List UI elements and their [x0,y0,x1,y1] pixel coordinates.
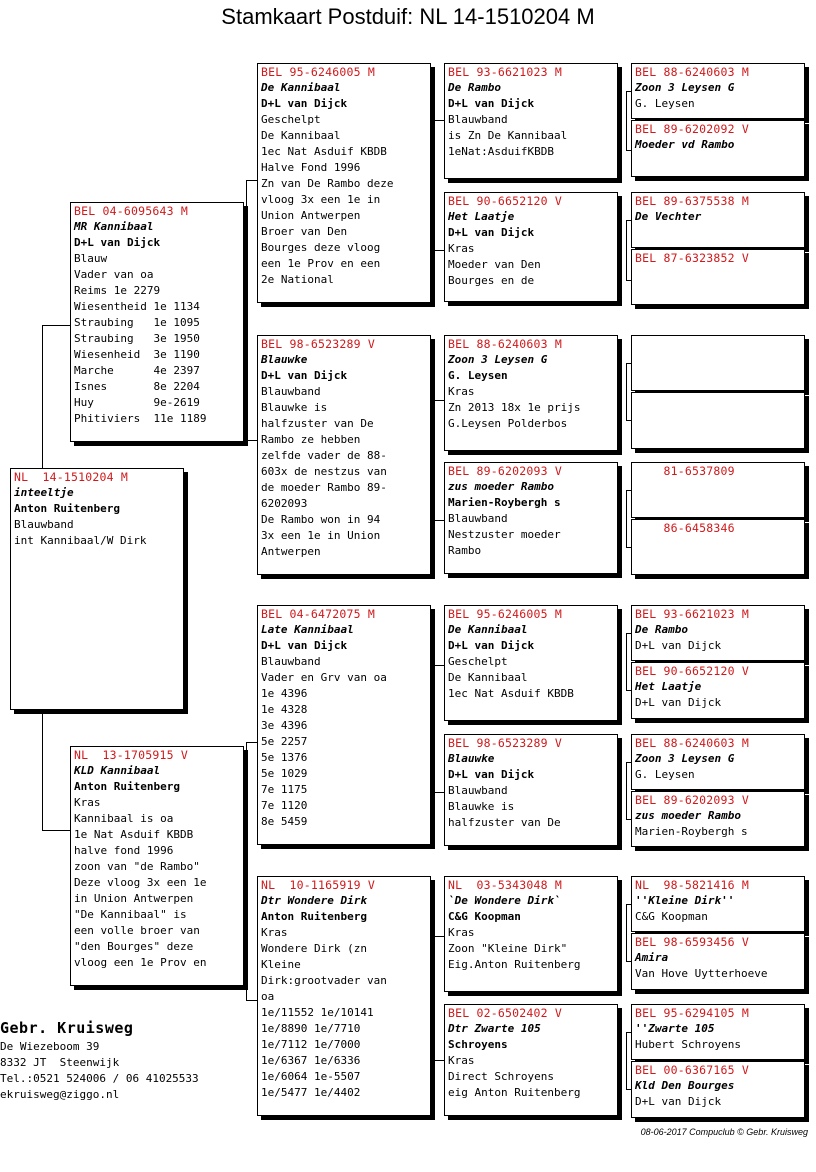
pedigree-note: Geschelpt [448,655,508,668]
pigeon-name: MR Kannibaal [74,220,154,233]
pedigree-note: Kras [74,796,101,809]
pedigree-note: C&G Koopman [635,910,708,923]
owner-name: G. Leysen [448,369,508,382]
breeder-name: Gebr. Kruisweg [0,1019,134,1037]
ring-number: BEL 88-6240603 M [635,65,749,79]
pedigree-note: 3x een 1e in Union [261,529,381,542]
connector-line [626,762,627,820]
connector-line [246,1000,257,1001]
pedigree-note: 5e 2257 [261,735,308,748]
pedigree-note: Phitiviers 11e 1189 [74,412,207,425]
pigeon-name: Zoon 3 Leysen G [635,81,735,94]
pedigree-note: Wiesenheid 3e 1190 [74,348,200,361]
ring-number: BEL 04-6095643 M [74,204,188,218]
pedigree-note: Blauwband [14,518,74,531]
pedigree-note: 1ec Nat Asduif KBDB [261,145,387,158]
ring-number: BEL 89-6202093 V [448,464,562,478]
print-footer: 08-06-2017 Compuclub © Gebr. Kruisweg [640,1127,808,1137]
connector-line [434,665,444,666]
pigeon-card-mmf [444,876,618,992]
pigeon-name: Dtr Zwarte 105 [448,1022,541,1035]
pedigree-note: Blauwband [261,385,321,398]
ring-number: BEL 89-6375538 M [635,194,749,208]
pigeon-card-mfm [444,734,618,846]
pedigree-note: 8e 5459 [261,815,308,828]
connector-line [42,325,43,468]
pedigree-note: Kras [448,385,475,398]
pigeon-card-fff [444,63,618,179]
pigeon-name: Late Kannibaal [261,623,354,636]
pedigree-note: Straubing 3e 1950 [74,332,200,345]
pigeon-card-g8 [631,519,805,575]
pedigree-note: de moeder Rambo 89- [261,481,387,494]
ring-number: BEL 98-6523289 V [448,736,562,750]
pigeon-name: Blauwke [261,353,308,366]
pigeon-name: De Rambo [635,623,688,636]
pedigree-note: 1e Nat Asduif KBDB [74,828,194,841]
pedigree-note: Union Antwerpen [261,209,361,222]
owner-name: D+L van Dijck [261,97,348,110]
pedigree-note: Wiesentheid 1e 1134 [74,300,200,313]
connector-line [434,120,435,251]
pigeon-card-fmm [444,462,618,574]
ring-number: BEL 88-6240603 M [448,337,562,351]
connector-line [626,220,627,281]
owner-name: Anton Ruitenberg [14,502,120,515]
ring-number: BEL 89-6202093 V [635,793,749,807]
ring-number: BEL 93-6621023 M [635,607,749,621]
email-address: ekruisweg@ziggo.nl [0,1088,120,1101]
pedigree-note: 7e 1175 [261,783,308,796]
pedigree-note: int Kannibaal/W Dirk [14,534,147,547]
pedigree-note: Bourges en de [448,274,535,287]
pigeon-name: Blauwke [448,752,495,765]
pigeon-card-g6 [631,392,805,449]
pigeon-card-g5 [631,335,805,391]
pedigree-note: Zn van De Rambo deze [261,177,394,190]
owner-name: C&G Koopman [448,910,521,923]
pedigree-note: halve fond 1996 [74,844,174,857]
pigeon-card-ffm [444,192,618,302]
ring-number: BEL 93-6621023 M [448,65,562,79]
pigeon-card-father [70,202,244,442]
pigeon-card-ff [257,63,431,303]
pedigree-note: Kras [448,1054,475,1067]
pedigree-note: zelfde vader de 88- [261,449,387,462]
owner-name: Anton Ruitenberg [74,780,180,793]
pedigree-note: 1e/6367 1e/6336 [261,1054,361,1067]
pedigree-note: "den Bourges" deze [74,940,194,953]
pigeon-card-g12 [631,791,805,847]
pedigree-note: D+L van Dijck [635,696,722,709]
connector-line [626,1032,627,1090]
ring-number: NL 13-1705915 V [74,748,188,762]
pedigree-note: 1e/8890 1e/7710 [261,1022,361,1035]
ring-number: BEL 00-6367165 V [635,1063,749,1077]
pigeon-card-mother [70,746,244,986]
pedigree-note: "De Kannibaal" is [74,908,187,921]
pedigree-note: Blauwband [448,784,508,797]
address-street: De Wiezeboom 39 [0,1040,100,1053]
pedigree-note: 3e 4396 [261,719,308,732]
owner-name: D+L van Dijck [448,97,535,110]
pedigree-note: Wondere Dirk (zn [261,942,367,955]
connector-line [434,936,435,1061]
pedigree-note: Rambo ze hebben [261,433,361,446]
pigeon-name: Het Laatje [635,680,702,693]
pigeon-card-mmm [444,1004,618,1116]
owner-name: D+L van Dijck [261,639,348,652]
pigeon-name: inteeltje [14,486,74,499]
pigeon-name: zus moeder Rambo [448,480,554,493]
pigeon-name: KLD Kannibaal [74,764,161,777]
ring-number: BEL 89-6202092 V [635,122,749,136]
pedigree-note: in Union Antwerpen [74,892,194,905]
pedigree-note: 1e 4396 [261,687,308,700]
pedigree-note: Hubert Schroyens [635,1038,741,1051]
owner-name: D+L van Dijck [261,369,348,382]
pedigree-note: Marche 4e 2397 [74,364,200,377]
pigeon-card-g16 [631,1061,805,1118]
connector-line [434,400,435,521]
pedigree-note: 6202093 [261,497,308,510]
pedigree-note: halfzuster van De [261,417,374,430]
pedigree-note: Van Hove Uytterhoeve [635,967,768,980]
pigeon-card-g13 [631,876,805,932]
pedigree-note: Blauwband [448,113,508,126]
pedigree-note: De Kannibaal [448,671,528,684]
connector-line [626,363,627,421]
pedigree-note: Marien-Roybergh s [635,825,748,838]
breeder-contact [0,1017,199,1103]
ring-number: BEL 95-6246005 M [448,607,562,621]
pigeon-name: `De Wondere Dirk` [448,894,561,907]
pigeon-card-fmf [444,335,618,451]
pigeon-card-self [10,468,184,710]
pedigree-note: 1e/5477 1e/4402 [261,1086,361,1099]
pedigree-note: zoon van "de Rambo" [74,860,200,873]
ring-number: BEL 98-6593456 V [635,935,749,949]
pedigree-note: Kras [261,926,288,939]
pedigree-note: Rambo [448,544,482,557]
pigeon-name: Het Laatje [448,210,515,223]
pedigree-note: 1e/6064 1e-5507 [261,1070,361,1083]
pedigree-note: een volle broer van [74,924,200,937]
pedigree-note: Bourges deze vloog [261,241,381,254]
pedigree-note: oa [261,990,275,1003]
connector-line [434,120,444,121]
pedigree-note: Zoon "Kleine Dirk" [448,942,568,955]
owner-name: D+L van Dijck [448,639,535,652]
pedigree-note: Geschelpt [261,113,321,126]
pedigree-note: Antwerpen [261,545,321,558]
pigeon-card-g10 [631,662,805,719]
pedigree-note: vloog een 1e Prov en [74,956,207,969]
connector-line [434,792,444,793]
pedigree-note: eig Anton Ruitenberg [448,1086,581,1099]
pigeon-name: Moeder vd Rambo [635,138,735,151]
connector-line [434,936,444,937]
pedigree-note: Halve Fond 1996 [261,161,361,174]
connector-line [626,633,627,691]
pigeon-card-mm [257,876,431,1116]
ring-number: NL 14-1510204 M [14,470,128,484]
address-city: 8332 JT Steenwijk [0,1056,120,1069]
pedigree-note: een 1e Prov en een [261,257,381,270]
pigeon-name: Dtr Wondere Dirk [261,894,367,907]
pigeon-card-g1 [631,63,805,119]
pigeon-name: Kld Den Bourges [635,1079,735,1092]
pedigree-note: Blauwke is [261,401,328,414]
owner-name: D+L van Dijck [448,226,535,239]
owner-name: Schroyens [448,1038,508,1051]
pedigree-note: vloog 3x een 1e in [261,193,381,206]
pigeon-name: Amira [635,951,669,964]
ring-number: 81-6537809 [635,464,735,478]
pedigree-note: 5e 1029 [261,767,308,780]
pedigree-note: G. Leysen [635,768,695,781]
pedigree-note: Straubing 1e 1095 [74,316,200,329]
pigeon-name: De Vechter [635,210,702,223]
connector-line [246,742,247,1001]
pedigree-note: Blauwband [448,512,508,525]
connector-line [434,1060,444,1061]
ring-number: BEL 98-6523289 V [261,337,375,351]
page-title: Stamkaart Postduif: NL 14-1510204 M [221,4,595,29]
pedigree-note: 1e/7112 1e/7000 [261,1038,361,1051]
pedigree-note: Vader van oa [74,268,154,281]
pedigree-note: Eig.Anton Ruitenberg [448,958,581,971]
ring-number: BEL 95-6246005 M [261,65,375,79]
pedigree-note: Nestzuster moeder [448,528,561,541]
pedigree-note: Vader en Grv van oa [261,671,387,684]
connector-line [246,742,257,743]
pedigree-note: Moeder van Den [448,258,541,271]
pedigree-note: Blauwband [261,655,321,668]
owner-name: D+L van Dijck [448,768,535,781]
ring-number: BEL 90-6652120 V [448,194,562,208]
phone-numbers: Tel.:0521 524006 / 06 41025533 [0,1072,199,1085]
pigeon-card-fm [257,335,431,575]
pedigree-note: Kannibaal is oa [74,812,174,825]
ring-number: BEL 02-6502402 V [448,1006,562,1020]
pigeon-name: De Kannibaal [261,81,341,94]
pedigree-note: is Zn De Kannibaal [448,129,568,142]
pedigree-note: 5e 1376 [261,751,308,764]
pedigree-note: Dirk:grootvader van [261,974,387,987]
pedigree-note: G.Leysen Polderbos [448,417,568,430]
pigeon-card-g9 [631,605,805,661]
pedigree-note: Blauwke is [448,800,515,813]
connector-line [42,830,70,831]
connector-line [626,904,627,962]
ring-number: 86-6458346 [635,521,735,535]
ring-number: NL 10-1165919 V [261,878,375,892]
pigeon-name: ''Zwarte 105 [635,1022,715,1035]
pigeon-name: Zoon 3 Leysen G [635,752,735,765]
connector-line [246,180,247,441]
pedigree-note: Kras [448,242,475,255]
pigeon-card-g14 [631,933,805,990]
pigeon-name: De Rambo [448,81,501,94]
ring-number: NL 98-5821416 M [635,878,749,892]
pigeon-name: Zoon 3 Leysen G [448,353,548,366]
ring-number: BEL 88-6240603 M [635,736,749,750]
pigeon-card-g11 [631,734,805,790]
pigeon-name: zus moeder Rambo [635,809,741,822]
pedigree-note: Blauw [74,252,108,265]
pedigree-note: D+L van Dijck [635,639,722,652]
pedigree-note: Kras [448,926,475,939]
pedigree-note: De Kannibaal [261,129,341,142]
connector-line [246,180,257,181]
connector-line [626,490,627,548]
pedigree-note: 7e 1120 [261,799,308,812]
pigeon-name: De Kannibaal [448,623,528,636]
pedigree-note: D+L van Dijck [635,1095,722,1108]
pigeon-card-g2 [631,120,805,177]
pedigree-note: Broer van Den [261,225,348,238]
pigeon-card-g7 [631,462,805,518]
owner-name: D+L van Dijck [74,236,161,249]
pedigree-note: Zn 2013 18x 1e prijs [448,401,581,414]
connector-line [42,325,70,326]
owner-name: Marien-Roybergh s [448,496,561,509]
pedigree-note: 2e National [261,273,334,286]
connector-line [434,250,444,251]
pedigree-note: G. Leysen [635,97,695,110]
ring-number: BEL 87-6323852 V [635,251,749,265]
owner-name: Anton Ruitenberg [261,910,367,923]
ring-number: BEL 95-6294105 M [635,1006,749,1020]
pedigree-note: 1e/11552 1e/10141 [261,1006,374,1019]
pedigree-note: Huy 9e-2619 [74,396,200,409]
connector-line [246,440,257,441]
ring-number: BEL 90-6652120 V [635,664,749,678]
pigeon-card-g3 [631,192,805,248]
connector-line [434,665,435,793]
pedigree-note: Isnes 8e 2204 [74,380,200,393]
pedigree-note: Kleine [261,958,301,971]
connector-line [626,91,627,151]
pedigree-note: 1e 4328 [261,703,308,716]
pedigree-note: halfzuster van De [448,816,561,829]
connector-line [434,520,444,521]
pigeon-name: ''Kleine Dirk'' [635,894,735,907]
pedigree-note: 1eNat:AsduifKBDB [448,145,554,158]
pedigree-note: 1ec Nat Asduif KBDB [448,687,574,700]
pigeon-card-g4 [631,249,805,305]
ring-number: BEL 04-6472075 M [261,607,375,621]
pedigree-note: Deze vloog 3x een 1e [74,876,207,889]
pedigree-note: Reims 1e 2279 [74,284,161,297]
pedigree-note: Direct Schroyens [448,1070,554,1083]
connector-line [434,400,444,401]
pedigree-note: De Rambo won in 94 [261,513,381,526]
pigeon-card-mff [444,605,618,721]
ring-number: NL 03-5343048 M [448,878,562,892]
pigeon-card-g15 [631,1004,805,1060]
pedigree-note: 603x de nestzus van [261,465,387,478]
pigeon-card-mf [257,605,431,845]
